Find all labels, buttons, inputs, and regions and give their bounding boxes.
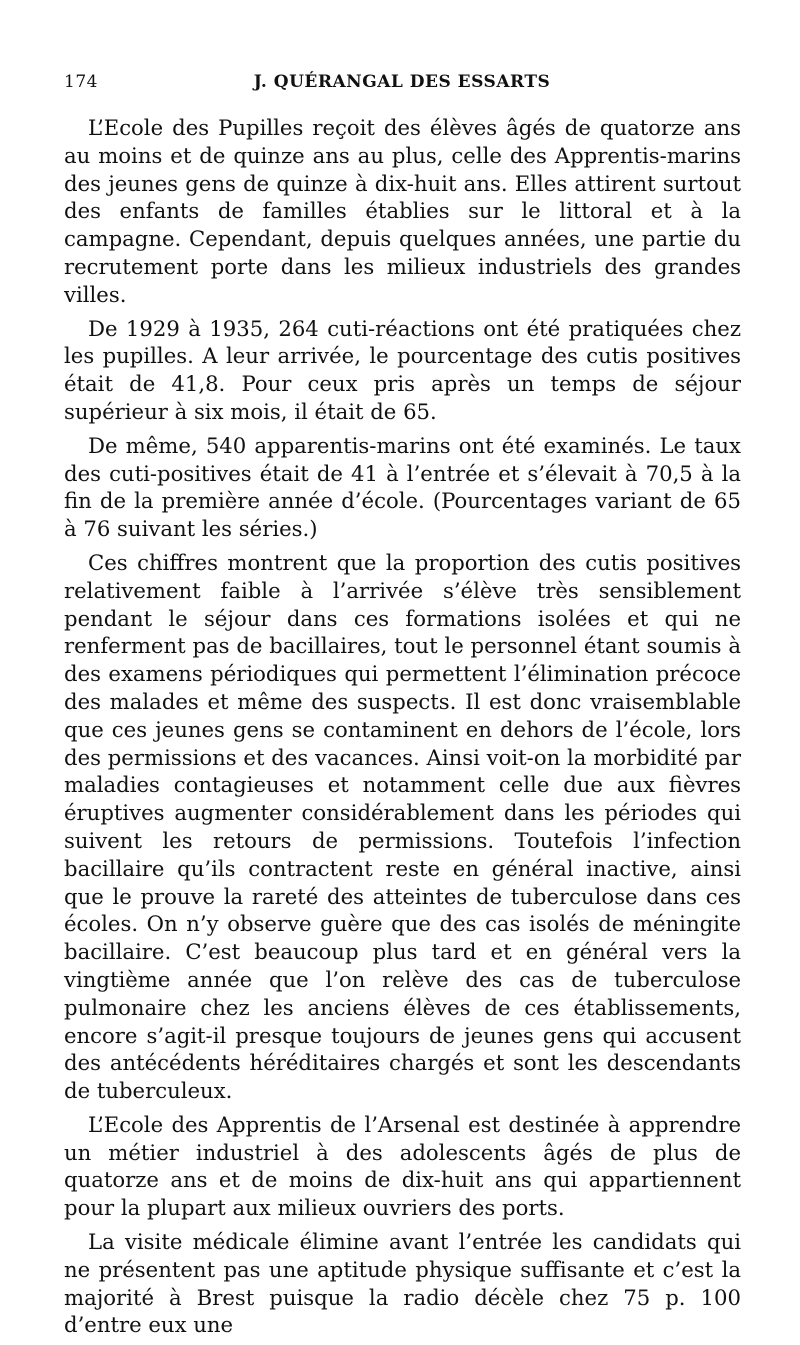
paragraph-ecole-pupilles: L’Ecole des Pupilles reçoit des élèves âgés de quatorze ans au moins et de quinze ans au plus, celle des Apprentis-marins des jeunes gens de quinze à dix-huit ans. Elles attirent surtout des enfants de familles établies sur le littoral et à la campagne. Cependant, depuis quelques années, une partie du recrutement porte dans les milieux industriels des grandes villes. [64, 115, 741, 307]
paragraph-interpretation: Ces chiffres montrent que la proportion des cutis positives relativement faible à l’arrivée s’élève très sensiblement pendant le séjour dans ces formations isolées et qui ne renferment pas de bacillaires, tout le personnel étant soumis à des examens périodiques qui permettent l’élimination précoce des malades et même des suspects. Il est donc vraisemblable que ces jeunes gens se contaminent en dehors de l’école, lors des permissions et des vacances. Ainsi voit-on la morbidité par maladies contagieuses et notamment celle due aux fièvres éruptives augmenter considérablement dans les périodes qui suivent les retours de permissions. Toutefois l’infection bacillaire qu’ils contractent reste en général inactive, ainsi que le prouve la rareté des atteintes de tuberculose dans ces écoles. On n’y observe guère que des cas isolés de méningite bacillaire. C’est beaucoup plus tard et en général vers la vingtième année que l’on relève des cas de tuberculose pulmonaire chez les anciens élèves de ces établissements, encore s’agit-il presque toujours de jeunes gens qui accusent des antécédents héréditaires chargés et sont les descendants de tuberculeux. [64, 549, 741, 1104]
running-head-title: J. QUÉRANGAL DES ESSARTS [253, 72, 551, 92]
paragraph-apprentis-marins: De même, 540 apparentis-marins ont été examinés. Le taux des cuti-positives était de 41 à l’entrée et s’élevait à 70,5 à la fin de la première année d’école. (Pourcentages variant de 65 à 76 suivant les séries.) [64, 432, 741, 542]
page-number: 174 [64, 72, 98, 92]
paragraph-cuti-reactions-pupilles: De 1929 à 1935, 264 cuti-réactions ont été pratiquées chez les pupilles. A leur arrivée, le pourcentage des cutis positives était de 41,8. Pour ceux pris après un temps de séjour supérieur à six mois, il était de 65. [64, 315, 741, 424]
paragraph-ecole-apprentis-arsenal: L’Ecole des Apprentis de l’Arsenal est destinée à apprendre un métier industriel à des adolescents âgés de plus de quatorze ans et de moins de dix-huit ans qui appartiennent pour la plupart aux milieux ouvriers des ports. [64, 1111, 741, 1221]
running-head [64, 72, 740, 100]
body-text [64, 114, 741, 1345]
paragraph-visite-medicale: La visite médicale élimine avant l’entrée les candidats qui ne présentent pas une aptitude physique suffisante et c’est la majorité à Brest puisque la radio décèle chez 75 p. 100 d’entre eux une [64, 1229, 741, 1338]
